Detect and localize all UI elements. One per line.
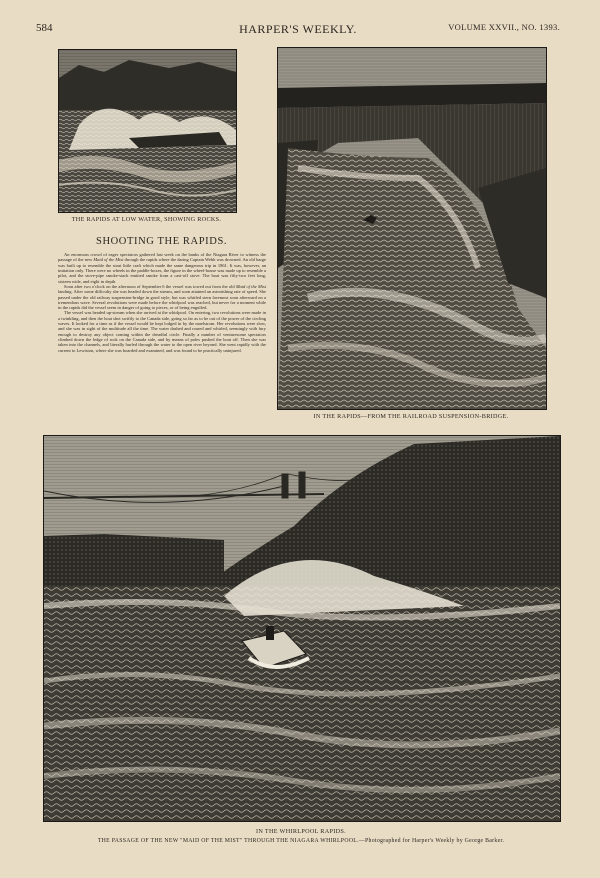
article-italic-run: Maid of the Mist [235,283,266,289]
article-paragraph [58,252,266,284]
article-paragraph [58,310,266,353]
article-text-run: Soon after two o'clock on the afternoon of September 6 the vessel was towed out from the old [64,283,236,289]
page-header [36,22,560,38]
engraving-rapids-low-water [58,49,237,213]
engraving-railroad-bridge-rapids [277,47,547,410]
article-text-run: landing. After some difficulty she was headed down the stream, and soon attained an astonishing rate of speed. She passed under the old railway suspension-bridge in good style, but was whirled stern foremost soon afterward on a tremendous wave. Several revolutions were made before the whirlpool was reached, but never for a moment while in the rapids did the vessel seem in danger of going to pieces, or of being engulfed. [58,289,266,311]
volume-number: VOLUME XXVII., NO. 1393. [448,22,560,32]
engraving-whirlpool-rapids [43,435,561,822]
article-text-run: through the rapids where the daring Captain Webb was drowned. An old barge was built up to resemble the stout little craft which made the same dangerous trip in 1861. It was, however, an imitation only. There were no wheels in the paddle-boxes, the figure in the wheel-house was made up to resemble a pilot, and the stove-pipe smoke-stack emitted smoke from a cast-off stove. The boat was fifty-two feet long, sixteen wide, and eight in depth. [58,257,266,284]
caption-passage: THE PASSAGE OF THE NEW "MAID OF THE MIST" THROUGH THE NIAGARA WHIRLPOOL.—Photographed for Harper's Weekly by George Barker. [97,838,505,844]
article-text-run: An enormous crowd of eager spectators gathered last week on the banks of the Niagara River to witness the passage of the new [58,252,266,263]
article-text-run: The vessel was headed up-stream when she arrived at the whirlpool. On entering, two revolutions were made in a twinkling, and then the boat shot swiftly to the Canada side, going so far as to be out of the power of the circling waves. It looked for a time as if the vessel would be kept lodged in by the maelstrom. Her revolutions were slow, and she was in sight of the multitude all the time. The water dashed and roared and whirled, seemingly with fury enough to destroy any object coming within the dreadful circle. Finally a number of venturesome spectators climbed down the ledge of rock on the Canada side, and by means of poles pushed the boat off. Then she was taken into the channels, and literally hurled through the water to the open river beyond. She went rapidly with the current to Lewiston, where she was boarded and examined, and was found to be practically uninjured. [58,310,266,353]
article-body [58,252,266,353]
masthead-title: HARPER'S WEEKLY. [239,22,357,36]
article-title: SHOOTING THE RAPIDS. [96,236,228,247]
caption-low-water: THE RAPIDS AT LOW WATER, SHOWING ROCKS. [71,216,222,223]
caption-railroad-bridge: IN THE RAPIDS—FROM THE RAILROAD SUSPENSION-BRIDGE. [313,413,509,420]
article-italic-run: Maid of the Mist [93,257,124,263]
article-paragraph [58,284,266,311]
caption-whirlpool: IN THE WHIRLPOOL RAPIDS. [256,828,346,835]
page-number: 584 [36,22,53,34]
